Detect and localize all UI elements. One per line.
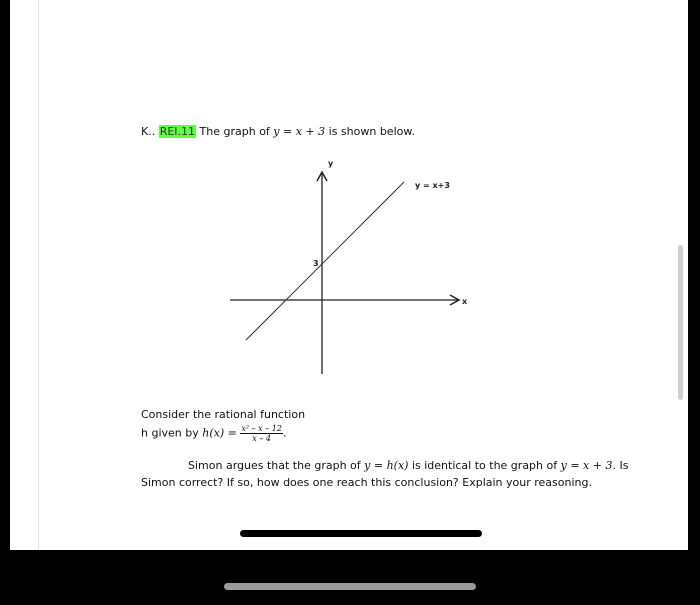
paragraph2-text-a: Simon argues that the graph of <box>188 459 365 472</box>
paragraph1-prefix: h given by <box>141 426 203 440</box>
question-text-after: is shown below. <box>325 125 415 138</box>
line-label: y = x+3 <box>415 181 450 190</box>
paragraph2-line1 <box>188 458 628 474</box>
line-graph <box>218 160 468 380</box>
line-y-equals-x-plus-3 <box>246 182 404 340</box>
paragraph2-line2: Simon correct? If so, how does one reach this conclusion? Explain your reasoning. <box>141 476 592 489</box>
paragraph2-text-c: . Is <box>612 459 629 472</box>
question-text-before: The graph of <box>196 125 274 138</box>
home-indicator[interactable] <box>224 583 476 590</box>
function-h-of-x: h(x) = <box>202 426 241 440</box>
fraction-denominator: x – 4 <box>252 434 271 443</box>
page-indicator-bar <box>240 530 482 537</box>
equation-y-x-3: y = x + 3 <box>273 125 326 138</box>
question-line <box>141 124 415 140</box>
standard-code-highlight: REI.11 <box>159 125 196 138</box>
y-axis-label: y <box>328 160 334 168</box>
rational-fraction <box>240 424 283 443</box>
y-intercept-label: 3 <box>313 259 319 268</box>
fraction-numerator: x² – x – 12 <box>241 424 282 433</box>
paragraph1-end: . <box>282 426 287 440</box>
paragraph1-line2 <box>141 424 286 443</box>
document-page <box>10 0 688 550</box>
question-prefix: K.. <box>141 125 159 138</box>
x-axis-label: x <box>462 297 468 306</box>
page-margin-line <box>38 0 39 550</box>
equation-y-h-x: y = h(x) <box>364 459 409 472</box>
paragraph1-line1: Consider the rational function <box>141 408 306 421</box>
paragraph2-text-b: is identical to the graph of <box>408 459 561 472</box>
equation-y-x-3-second: y = x + 3 <box>560 459 613 472</box>
vertical-scrollbar[interactable] <box>678 245 683 400</box>
